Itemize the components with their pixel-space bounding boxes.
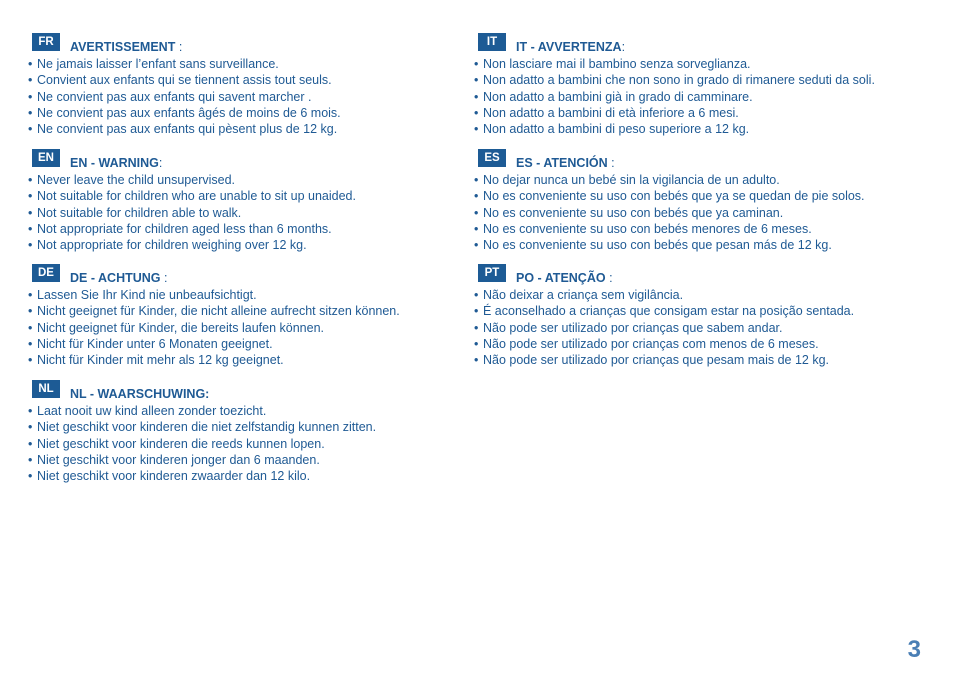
section-heading-es: [516, 156, 615, 170]
list-item: • Não pode ser utilizado por crianças que sabem andar.: [474, 320, 854, 336]
heading-title: DE - ACHTUNG: [70, 271, 161, 285]
list-item: • Niet geschikt voor kinderen jonger dan 6 maanden.: [28, 452, 376, 468]
heading-title: ES - ATENCIÓN: [516, 156, 608, 170]
list-item: • Non adatto a bambini di età inferiore a 6 mesi.: [474, 105, 875, 121]
list-item: • Lassen Sie Ihr Kind nie unbeaufsichtigt.: [28, 287, 400, 303]
heading-title: IT - AVVERTENZA: [516, 40, 622, 54]
section-heading-de: [70, 271, 167, 285]
list-item: • Nicht für Kinder unter 6 Monaten geeignet.: [28, 336, 400, 352]
heading-suffix: :: [158, 156, 163, 170]
heading-title: PO - ATENÇÃO: [516, 271, 606, 285]
list-item: • No dejar nunca un bebé sin la vigilancia de un adulto.: [474, 172, 865, 188]
list-item: • Não deixar a criança sem vigilância.: [474, 287, 854, 303]
list-item: • Non adatto a bambini già in grado di camminare.: [474, 89, 875, 105]
list-item: • Nicht geeignet für Kinder, die bereits laufen können.: [28, 320, 400, 336]
language-badge-de: DE: [32, 264, 60, 282]
list-item: • Non adatto a bambini che non sono in grado di rimanere seduti da soli.: [474, 72, 875, 88]
list-item: • Not suitable for children who are unable to sit up unaided.: [28, 188, 356, 204]
list-item: • É aconselhado a crianças que consigam estar na posição sentada.: [474, 303, 854, 319]
heading-suffix: :: [175, 40, 183, 54]
list-item: • Not appropriate for children aged less than 6 months.: [28, 221, 356, 237]
heading-suffix: :: [607, 156, 615, 170]
heading-title: EN - WARNING: [70, 156, 159, 170]
section-heading-en: [70, 156, 162, 170]
warning-list-pt: [474, 287, 854, 368]
list-item: • Não pode ser utilizado por crianças que pesam mais de 12 kg.: [474, 352, 854, 368]
list-item: • Niet geschikt voor kinderen die reeds kunnen lopen.: [28, 436, 376, 452]
language-badge-es: ES: [478, 149, 506, 167]
heading-title: NL - WAARSCHUWING:: [70, 387, 210, 401]
list-item: • Not appropriate for children weighing over 12 kg.: [28, 237, 356, 253]
heading-title: AVERTISSEMENT: [70, 40, 176, 54]
list-item: • No es conveniente su uso con bebés que ya caminan.: [474, 205, 865, 221]
list-item: • No es conveniente su uso con bebés menores de 6 meses.: [474, 221, 865, 237]
heading-suffix: :: [621, 40, 626, 54]
language-badge-nl: NL: [32, 380, 60, 398]
list-item: • Convient aux enfants qui se tiennent assis tout seuls.: [28, 72, 341, 88]
section-heading-pt: [516, 271, 613, 285]
list-item: • Laat nooit uw kind alleen zonder toezicht.: [28, 403, 376, 419]
page-number: 3: [907, 636, 921, 663]
list-item: • Niet geschikt voor kinderen die niet zelfstandig kunnen zitten.: [28, 419, 376, 435]
list-item: • Ne jamais laisser l’enfant sans surveillance.: [28, 56, 341, 72]
list-item: • Nicht für Kinder mit mehr als 12 kg geeignet.: [28, 352, 400, 368]
language-badge-it: IT: [478, 33, 506, 51]
list-item: • Ne convient pas aux enfants qui pèsent plus de 12 kg.: [28, 121, 341, 137]
language-badge-en: EN: [32, 149, 60, 167]
list-item: • Not suitable for children able to walk.: [28, 205, 356, 221]
language-badge-pt: PT: [478, 264, 506, 282]
section-heading-it: [516, 40, 625, 54]
section-heading-fr: [70, 40, 182, 54]
warning-list-fr: [28, 56, 341, 137]
list-item: • No es conveniente su uso con bebés que ya se quedan de pie solos.: [474, 188, 865, 204]
list-item: • Non lasciare mai il bambino senza sorveglianza.: [474, 56, 875, 72]
warning-list-nl: [28, 403, 376, 484]
language-badge-fr: FR: [32, 33, 60, 51]
list-item: • Niet geschikt voor kinderen zwaarder dan 12 kilo.: [28, 468, 376, 484]
list-item: • Non adatto a bambini di peso superiore a 12 kg.: [474, 121, 875, 137]
list-item: • Não pode ser utilizado por crianças com menos de 6 meses.: [474, 336, 854, 352]
section-heading-nl: [70, 387, 209, 401]
warning-list-es: [474, 172, 865, 253]
heading-suffix: :: [605, 271, 613, 285]
list-item: • Ne convient pas aux enfants qui savent marcher .: [28, 89, 341, 105]
list-item: • Ne convient pas aux enfants âgés de moins de 6 mois.: [28, 105, 341, 121]
heading-suffix: :: [160, 271, 168, 285]
warning-list-it: [474, 56, 875, 137]
list-item: • Nicht geeignet für Kinder, die nicht alleine aufrecht sitzen können.: [28, 303, 400, 319]
warning-list-en: [28, 172, 356, 253]
warning-list-de: [28, 287, 400, 368]
list-item: • No es conveniente su uso con bebés que pesan más de 12 kg.: [474, 237, 865, 253]
list-item: • Never leave the child unsupervised.: [28, 172, 356, 188]
